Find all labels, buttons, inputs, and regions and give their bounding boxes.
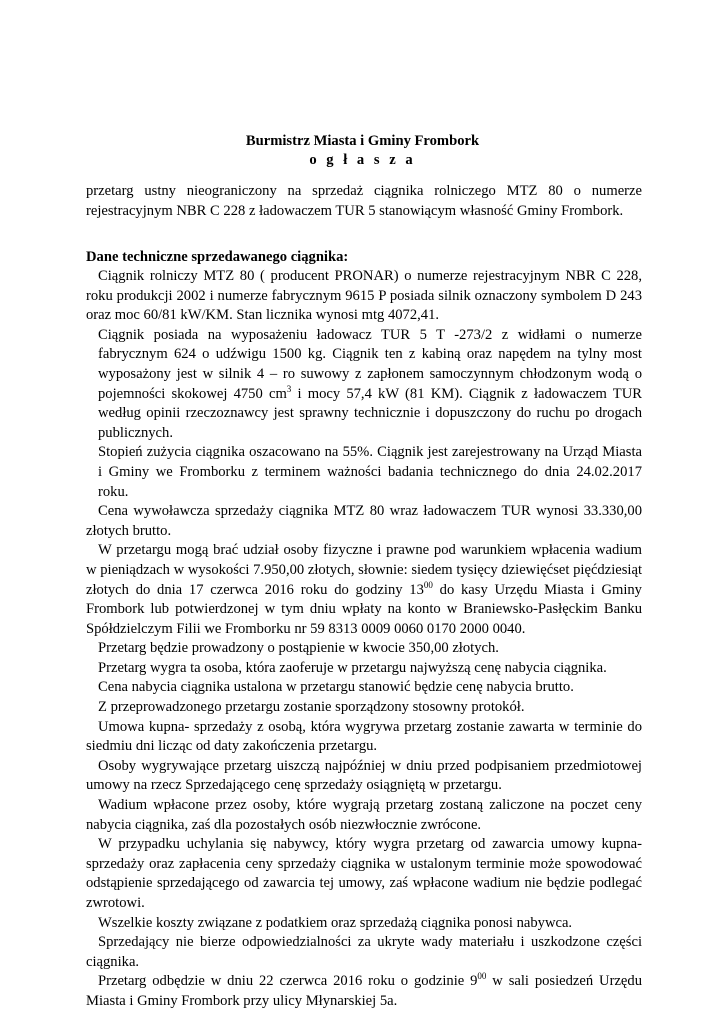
- paragraph-loader-spec: Ciągnik posiada na wyposażeniu ładowacz TUR 5 T -273/2 z widłami o numerze fabrycznym 624 o udźwigu 1500 kg. Ciągnik ten z kabiną oraz napędem na tylny most wyposażony jest w silnik 4 – ro suwowy z zapłonem samoczynnym chłodzonym wodą o pojemności skokowej 4750 $cm^3$ i mocy 57,4 kW (81 KM). Ciągnik z ładowaczem TUR według opinii rzeczoznawcy jest sprawny technicznie i dopuszczony do ruchu po drogach publicznych.: [98, 326, 642, 441]
- paragraph-costs: Wszelkie koszty związane z podatkiem oraz sprzedażą ciągnika ponosi nabywca.: [98, 914, 573, 931]
- paragraph-liability: Sprzedający nie bierze odpowiedzialności za ukryte wady materiału i uszkodzone części ciągnika.: [86, 934, 642, 970]
- paragraph-tractor-spec: Ciągnik rolniczy MTZ 80 ( producent PRONAR) o numerze rejestracyjnym NBR C 228, roku produkcji 2002 i numerze fabrycznym 9615 P posiada silnik oznaczony symbolem D 243 oraz moc 60/81 kW/KM. Stan licznika wynosi mtg 4072,41.: [86, 268, 642, 324]
- document-body: [86, 267, 642, 1012]
- page-subtitle: o g ł a s z a: [309, 152, 416, 168]
- section-heading: Dane techniczne sprzedawanego ciągnika:: [86, 249, 349, 265]
- paragraph-winner-rule: Przetarg wygra ta osoba, która zaoferuje w przetargu najwyższą cenę nabycia ciągnika.: [98, 659, 607, 676]
- paragraph-deposit: W przetargu mogą brać udział osoby fizyczne i prawne pod warunkiem wpłacenia wadium w pieniądzach w wysokości 7.950,00 złotych, słownie: siedem tysięcy dziewięćset pięćdziesiąt złotych do dnia 17 czerwca 2016 roku do godziny $13^{00}$ do kasy Urzędu Miasta i Gminy Frombork lub potwierdzonej w tym dniu wpłaty na konto w Braniewsko-Pasłęckim Banku Spółdzielczym Filii we Fromborku nr 59 8313 0009 0060 0170 2000 0040.: [86, 542, 642, 637]
- paragraph-payment: Osoby wygrywające przetarg uiszczą najpóźniej w dniu przed podpisaniem przedmiotowej umowy na rzecz Sprzedającego cenę sprzedaży osiągniętą w przetargu.: [86, 757, 642, 794]
- paragraph-starting-price: Cena wywoławcza sprzedaży ciągnika MTZ 80 wraz ładowaczem TUR wynosi 33.330,00 złotych brutto.: [86, 503, 642, 539]
- paragraph-protocol: Z przeprowadzonego przetargu zostanie sporządzony stosowny protokół.: [98, 699, 525, 716]
- paragraph-withdrawal: W przypadku uchylania się nabywcy, który wygra przetarg od zawarcia umowy kupna-sprzedaży oraz zapłacenia ceny sprzedaży ciągnika w ustalonym terminie może spowodować odstąpienie sprzedającego od zawarcia tej umowy, zaś wpłacone wadium nie będzie podlegać zwrotowi.: [86, 836, 642, 911]
- paragraph-wear-and-registration: Stopień zużycia ciągnika oszacowano na 55%. Ciągnik jest zarejestrowany na Urząd Miasta i Gminy we Fromborku z terminem ważności badania technicznego do dnia 24.02.2017 roku.: [98, 444, 642, 500]
- paragraph-deposit-settlement: Wadium wpłacone przez osoby, które wygrają przetarg zostaną zaliczone na poczet ceny nabycia ciągnika, zaś dla pozostałych osób niezwłocznie zwrócone.: [86, 797, 642, 833]
- page-title: Burmistrz Miasta i Gminy Frombork: [245, 133, 480, 149]
- paragraph-contract-term: Umowa kupna- sprzedaży z osobą, która wygrywa przetarg zostanie zawarta w terminie do siedmiu dni licząc od daty zakończenia przetargu.: [86, 718, 642, 755]
- paragraph-auction-date: Przetarg odbędzie w dniu 22 czerwca 2016 roku o godzinie $9^{00}$ w sali posiedzeń Urzędu Miasta i Gminy Frombork przy ulicy Młynarskiej 5a.: [86, 971, 642, 1009]
- paragraph-bid-increment: Przetarg będzie prowadzony o postąpienie w kwocie 350,00 złotych.: [98, 640, 499, 657]
- intro-paragraph: przetarg ustny nieograniczony na sprzedaż ciągnika rolniczego MTZ 80 o numerze rejestracyjnym NBR C 228 z ładowaczem TUR 5 stanowiącym własność Gminy Frombork.: [86, 183, 642, 219]
- paragraph-gross-price: Cena nabycia ciągnika ustalona w przetargu stanowić będzie cenę nabycia brutto.: [98, 679, 574, 696]
